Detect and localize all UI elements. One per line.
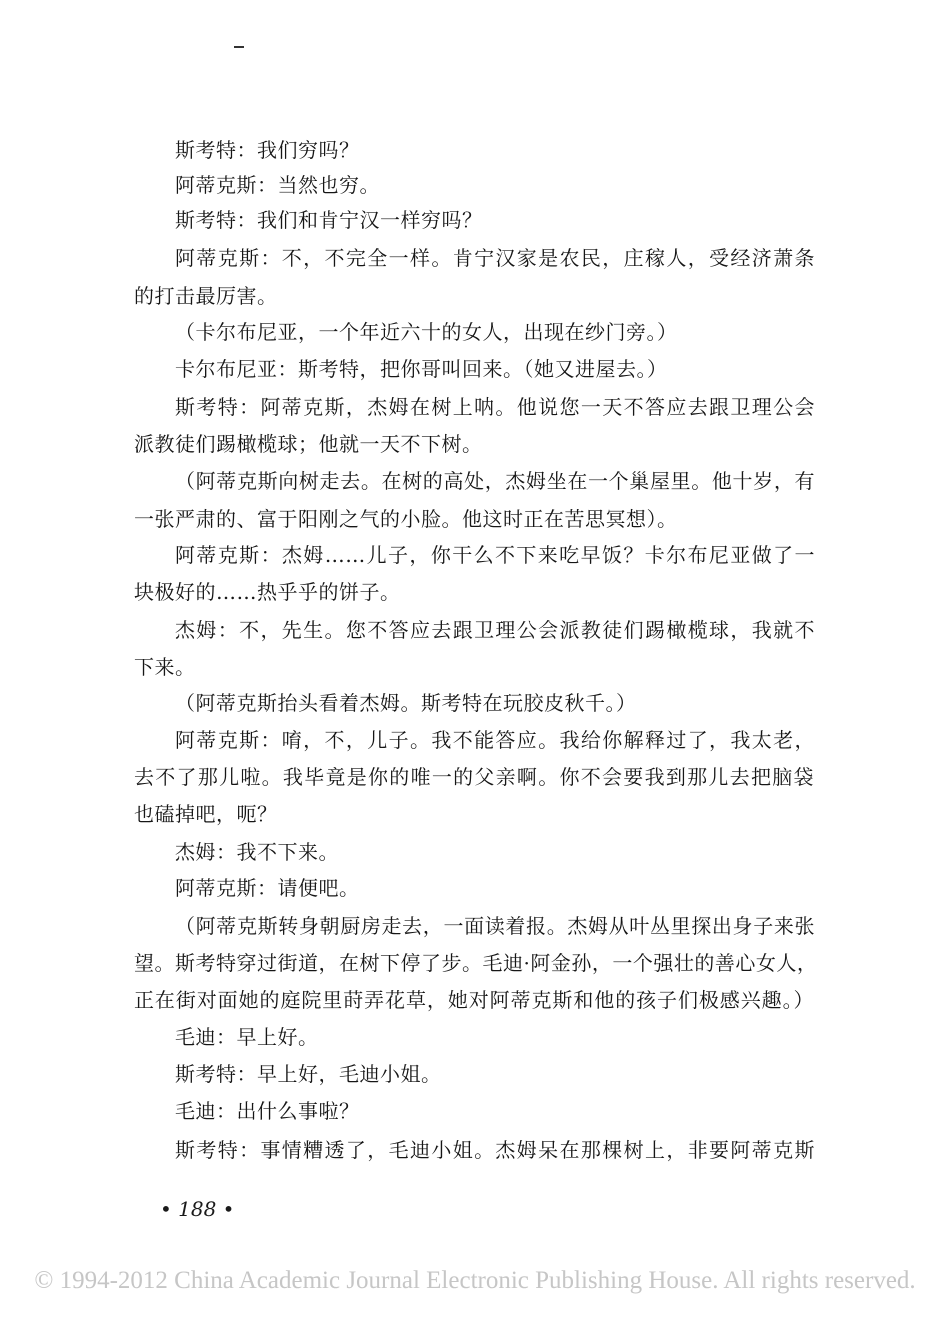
dialogue-line: 阿蒂克斯：唷，不，儿子。我不能答应。我给你解释过了，我太老， — [175, 728, 815, 752]
stage-direction: 望。斯考特穿过街道，在树下停了步。毛迪·阿金孙，一个强壮的善心女人， — [134, 951, 818, 975]
dialogue-line: 杰姆：我不下来。 — [175, 840, 339, 864]
stage-direction: （阿蒂克斯抬头看着杰姆。斯考特在玩胶皮秋千。） — [175, 691, 637, 715]
dialogue-line: 也磕掉吧，呃？ — [134, 802, 278, 826]
dialogue-line: 斯考特：阿蒂克斯，杰姆在树上呐。他说您一天不答应去跟卫理公会 — [175, 395, 815, 419]
stage-direction: 一张严肃的、富于阳刚之气的小脸。他这时正在苦思冥想）。 — [134, 507, 678, 531]
page-number: • 188 • — [160, 1197, 235, 1221]
dialogue-line: 阿蒂克斯：不，不完全一样。肯宁汉家是农民，庄稼人，受经济萧条 — [175, 246, 815, 270]
dialogue-line: 毛迪：早上好。 — [175, 1025, 319, 1049]
stage-direction: （阿蒂克斯转身朝厨房走去，一面读着报。杰姆从叶丛里探出身子来张 — [175, 914, 815, 938]
scan-mark — [234, 46, 244, 48]
stage-direction: 正在街对面她的庭院里莳弄花草，她对阿蒂克斯和他的孩子们极感兴趣。） — [134, 988, 814, 1012]
stage-direction: （卡尔布尼亚，一个年近六十的女人，出现在纱门旁。） — [175, 320, 678, 344]
dialogue-line: 阿蒂克斯：当然也穷。 — [175, 173, 380, 197]
stage-direction: （阿蒂克斯向树走去。在树的高处，杰姆坐在一个巢屋里。他十岁，有 — [175, 469, 815, 493]
dialogue-line: 去不了那儿啦。我毕竟是你的唯一的父亲啊。你不会要我到那儿去把脑袋 — [134, 765, 814, 789]
dialogue-line: 阿蒂克斯：请便吧。 — [175, 876, 360, 900]
dialogue-line: 块极好的……热乎乎的饼子。 — [134, 580, 401, 604]
dialogue-line: 斯考特：早上好，毛迪小姐。 — [175, 1062, 442, 1086]
copyright-watermark: © 1994-2012 China Academic Journal Electronic Publishing House. All rights reserved. — [34, 1267, 916, 1294]
dialogue-line: 斯考特：事情糟透了，毛迪小姐。杰姆呆在那棵树上，非要阿蒂克斯 — [175, 1138, 815, 1162]
dialogue-line: 斯考特：我们穷吗？ — [175, 138, 360, 162]
dialogue-line: 阿蒂克斯：杰姆……儿子，你干么不下来吃早饭？卡尔布尼亚做了一 — [175, 543, 815, 567]
dialogue-line: 斯考特：我们和肯宁汉一样穷吗？ — [175, 208, 483, 232]
dialogue-line: 下来。 — [134, 655, 196, 679]
dialogue-line: 的打击最厉害。 — [134, 284, 278, 308]
dialogue-line: 派教徒们踢橄榄球；他就一天不下树。 — [134, 432, 483, 456]
dialogue-line: 毛迪：出什么事啦？ — [175, 1099, 360, 1123]
dialogue-line: 杰姆：不，先生。您不答应去跟卫理公会派教徒们踢橄榄球，我就不 — [175, 618, 815, 642]
dialogue-line: 卡尔布尼亚：斯考特，把你哥叫回来。（她又进屋去。） — [175, 357, 668, 381]
